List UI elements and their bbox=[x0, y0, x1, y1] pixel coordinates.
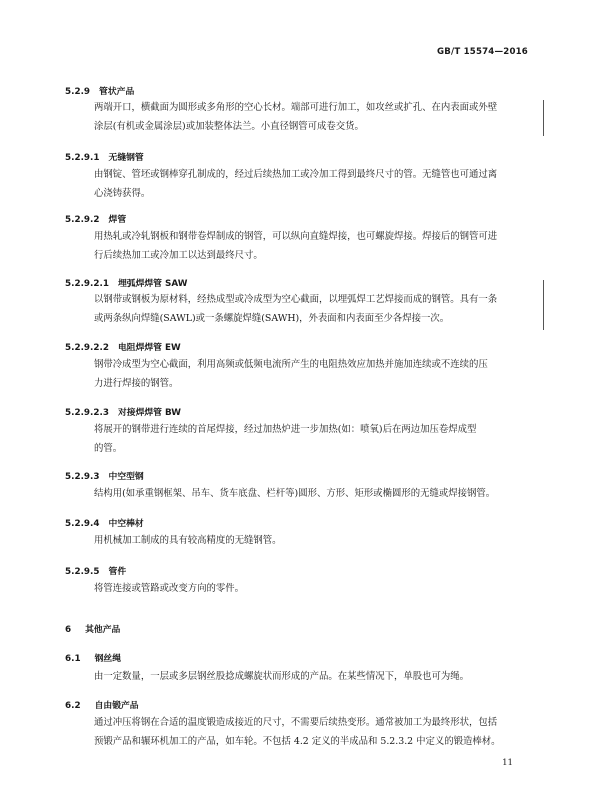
section-title: 管状产品 bbox=[99, 87, 135, 97]
section-body bbox=[94, 713, 542, 751]
body-line: 将展开的钢带进行连续的首尾焊接，经过加热炉进一步加热(如：喷氧)后在两边加压卷焊成型 bbox=[94, 424, 477, 435]
section-title: 管件 bbox=[108, 567, 127, 577]
section-body bbox=[94, 290, 542, 328]
section-number: 5.2.9.3 bbox=[65, 472, 100, 482]
section-title: 无缝钢管 bbox=[108, 153, 144, 163]
section-heading bbox=[65, 698, 139, 711]
section-title: 焊管 bbox=[108, 215, 127, 225]
section-body bbox=[94, 165, 542, 203]
body-line: 涂层(有机或金属涂层)或加装整体法兰。小直径钢管可成卷交货。 bbox=[94, 121, 364, 132]
section-number: 6.2 bbox=[65, 701, 81, 711]
body-line: 行后续热加工或冷加工以达到最终尺寸。 bbox=[94, 250, 263, 261]
section-number: 5.2.9.2 bbox=[65, 215, 100, 225]
section-number: 5.2.9.1 bbox=[65, 153, 100, 163]
section-body bbox=[94, 98, 542, 136]
section-body bbox=[94, 355, 542, 393]
page-number: 11 bbox=[502, 758, 513, 768]
revision-bar bbox=[543, 280, 544, 330]
section-body bbox=[94, 484, 542, 503]
section-title: 对接焊焊管 BW bbox=[117, 408, 181, 418]
standard-header: GB/T 15574—2016 bbox=[436, 47, 528, 57]
body-line: 用机械加工制成的具有较高精度的无缝钢管。 bbox=[94, 535, 282, 546]
section-heading bbox=[65, 84, 134, 97]
section-title: 中空棒材 bbox=[108, 519, 144, 529]
body-line: 两端开口，横截面为圆形或多角形的空心长材。端部可进行加工，如攻丝或扩孔、在内表面或外壁 bbox=[94, 102, 498, 113]
section-heading bbox=[65, 564, 126, 577]
body-line: 的管。 bbox=[94, 443, 123, 454]
section-heading bbox=[65, 516, 144, 529]
section-number: 5.2.9 bbox=[65, 87, 91, 97]
section-body bbox=[94, 667, 542, 686]
section-heading bbox=[65, 150, 144, 163]
section-body bbox=[94, 420, 542, 458]
section-heading bbox=[65, 405, 181, 418]
chapter-heading bbox=[65, 622, 120, 635]
section-title: 埋弧焊焊管 SAW bbox=[117, 279, 188, 289]
section-number: 5.2.9.2.1 bbox=[65, 279, 109, 289]
section-title: 自由锻产品 bbox=[94, 701, 139, 711]
body-line: 预锻产品和辗环机加工的产品，如车轮。不包括 4.2 定义的半成品和 5.2.3.2 中定义的锻造棒材。 bbox=[94, 736, 501, 747]
body-line: 将管连接或管路或改变方向的零件。 bbox=[94, 583, 245, 594]
body-line: 通过冲压将钢在合适的温度锻造成接近的尺寸，不需要后续热变形。通常被加工为最终形状，包括 bbox=[94, 717, 498, 728]
section-heading bbox=[65, 651, 121, 664]
chapter-number: 6 bbox=[65, 625, 72, 635]
section-body bbox=[94, 227, 542, 265]
section-heading bbox=[65, 469, 144, 482]
body-line: 心浇铸获得。 bbox=[94, 188, 151, 199]
section-number: 6.1 bbox=[65, 654, 81, 664]
body-line: 或两条纵向焊缝(SAWL)或一条螺旋焊缝(SAWH)，外表面和内表面至少各焊接一次。 bbox=[94, 313, 450, 324]
chapter-title: 其他产品 bbox=[85, 625, 121, 635]
body-line: 由一定数量，一层或多层钢丝股捻成螺旋状而形成的产品。在某些情况下，单股也可为绳。 bbox=[94, 671, 470, 682]
section-body bbox=[94, 579, 542, 598]
section-title: 钢丝绳 bbox=[94, 654, 121, 664]
section-body bbox=[94, 531, 542, 550]
section-heading bbox=[65, 340, 181, 353]
body-line: 结构用(如承重钢框架、吊车、货车底盘、栏杆等)圆形、方形、矩形或椭圆形的无缝或焊接钢管。 bbox=[94, 488, 496, 499]
body-line: 用热轧或冷轧钢板和钢带卷焊制成的钢管，可以纵向直缝焊接，也可螺旋焊接。焊接后的钢管可进 bbox=[94, 231, 498, 242]
section-title: 中空型钢 bbox=[108, 472, 144, 482]
body-line: 以钢带或钢板为原材料，经热成型或冷成型为空心截面，以埋弧焊工艺焊接而成的钢管。具有一条 bbox=[94, 294, 498, 305]
section-number: 5.2.9.4 bbox=[65, 519, 100, 529]
section-number: 5.2.9.5 bbox=[65, 567, 100, 577]
section-heading bbox=[65, 212, 126, 225]
body-line: 钢带冷成型为空心截面，利用高频或低频电流所产生的电阻热效应加热并施加连续或不连续的压 bbox=[94, 359, 488, 370]
revision-bar bbox=[543, 100, 544, 136]
section-title: 电阻焊焊管 EW bbox=[117, 343, 181, 353]
section-heading bbox=[65, 276, 187, 289]
body-line: 由钢锭、管坯或钢棒穿孔制成的，经过后续热加工或冷加工得到最终尺寸的管。无缝管也可通过离 bbox=[94, 169, 498, 180]
section-number: 5.2.9.2.2 bbox=[65, 343, 109, 353]
body-line: 力进行焊接的钢管。 bbox=[94, 378, 179, 389]
section-number: 5.2.9.2.3 bbox=[65, 408, 109, 418]
